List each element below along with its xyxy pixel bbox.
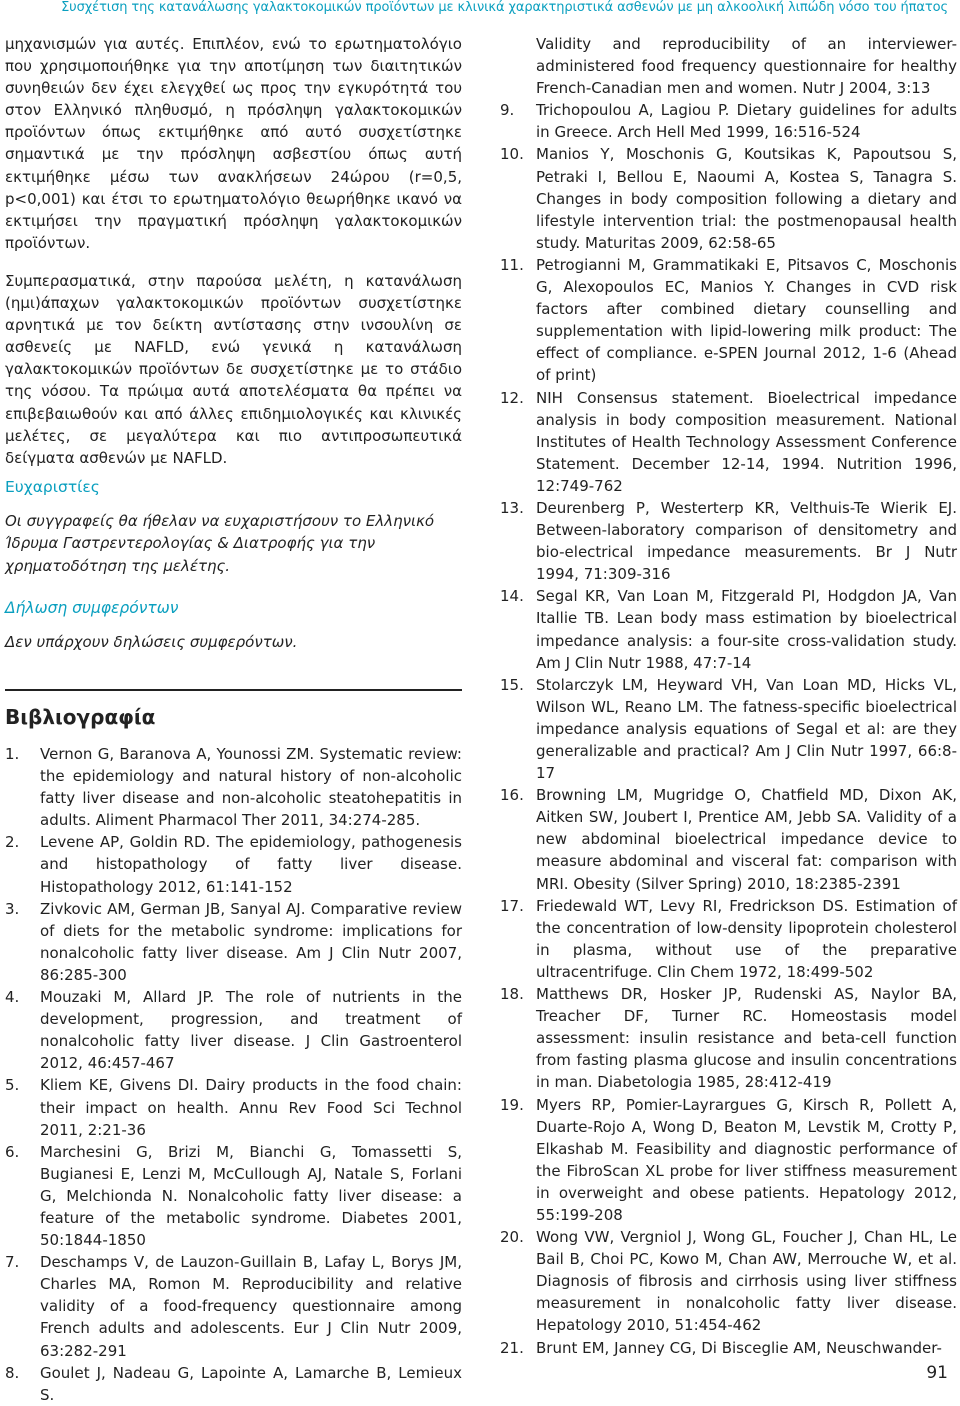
reference-text: Vernon G, Baranova A, Younossi ZM. Systematic review: the epidemiology and natural history of non-alcoholic fatty liver disease and non-alcoholic steatohepatitis in adults. Aliment Pharmacol Ther 2011, 34:274-285. bbox=[40, 745, 462, 830]
reference-text: Kliem KE, Givens DI. Dairy products in the food chain: their impact on health. Annu Rev Food Sci Technol 2011, 2:21-36 bbox=[40, 1076, 462, 1139]
reference-number: 17. bbox=[500, 896, 524, 915]
reference-number: 12. bbox=[500, 388, 524, 407]
running-title: Συσχέτιση της κατανάλωσης γαλακτοκομικών προϊόντων με κλινικά χαρακτηριστικά ασθενών με μη αλκοολική λιπώδη νόσο του ήπατος bbox=[61, 0, 948, 15]
reference-item bbox=[5, 743, 462, 831]
reference-text: Trichopoulou A, Lagiou P. Dietary guidelines for adults in Greece. Arch Hell Med 1999, 16:516-524 bbox=[536, 101, 957, 142]
reference-text: Goulet J, Nadeau G, Lapointe A, Lamarche B, Lemieux S. bbox=[40, 1363, 462, 1404]
reference-item bbox=[5, 986, 462, 1074]
reference-number: 2. bbox=[5, 833, 20, 852]
conflicts-text: Δεν υπάρχουν δηλώσεις συμφερόντων. bbox=[5, 633, 298, 651]
reference-text: Manios Y, Moschonis G, Koutsikas K, Papoutsou S, Petraki I, Bellou E, Naoumi A, Kostea S, Tanagra S. Changes in body composition following a dietary and lifestyle intervention trial: the postmenopausal health study. Maturitas 2009, 62:58-65 bbox=[536, 145, 957, 252]
reference-text: Friedewald WT, Levy RI, Fredrickson DS. Estimation of the concentration of low-density lipoprotein cholesterol in plasma, without use of the preparative ultracentrifuge. Clin Chem 1972, 18:499-502 bbox=[536, 896, 957, 981]
reference-number: 5. bbox=[5, 1076, 20, 1095]
running-header bbox=[0, 0, 960, 18]
reference-item bbox=[5, 1251, 462, 1361]
reference-number: 8. bbox=[5, 1363, 20, 1382]
right-column bbox=[500, 33, 957, 1359]
reference-text: Deschamps V, de Lauzon-Guillain B, Lafay L, Borys JM, Charles MA, Romon M. Reproducibility and relative validity of a food-frequency questionnaire among French adults and adolescents. Eur J Clin Nutr 2009, 63:282-291 bbox=[40, 1253, 462, 1360]
reference-item bbox=[500, 497, 957, 585]
reference-text: Matthews DR, Hosker JP, Rudenski AS, Naylor BA, Treacher DF, Turner RC. Homeostasis model assessment: insulin resistance and beta-cell function from fasting plasma glucose and insulin concentrations in man. Diabetologia 1985, 28:412-419 bbox=[536, 985, 957, 1092]
reference-number: 19. bbox=[500, 1095, 524, 1114]
reference-text: Petrogianni M, Grammatikaki E, Pitsavos C, Moschonis G, Alexopoulos EC, Manios Y. Changes in CVD risk factors after combined dietary counselling and supplementation with lipid-lowering milk product: The effect of compliance. e-SPEN Journal 2012, 1-6 (Ahead of print) bbox=[536, 255, 957, 385]
references-title: Βιβλιογραφία bbox=[5, 705, 156, 729]
reference-number: 10. bbox=[500, 145, 524, 164]
body-paragraph-1: μηχανισμών για αυτές. Επιπλέον, ενώ το ερωτηματολόγιο που χρησιμοποιήθηκε για την αποτίμηση των διαιτητικών συνηθειών δεν έχει ελεγχθεί ως προς την εγκυρότητά του στον Ελληνικό πληθυσμό, η πρόσληψη γαλακτοκομικών προϊόντων όπως εκτιμήθηκε από αυτό συσχετίστηκε σημαντικά με την πρόσληψη ασβεστίου όπως αυτή εκτιμήθηκε μέσω των ανακλήσεων 24ώρου (r=0,5, p<0,001) και έτσι το ερωτηματολόγιο θεωρήθηκε ικανό να εκτιμήσει την πραγματική πρόσληψη γαλακτοκομικών προϊόντων. bbox=[5, 35, 462, 252]
reference-item bbox=[500, 1337, 957, 1359]
reference-item bbox=[5, 1074, 462, 1140]
reference-number: 7. bbox=[5, 1253, 20, 1272]
reference-number: 1. bbox=[5, 745, 20, 763]
acknowledgements-title: Ευχαριστίες bbox=[5, 477, 100, 496]
page-number: 91 bbox=[926, 1363, 948, 1383]
reference-text: Validity and reproducibility of an interviewer-administered food frequency questionnaire for healthy French-Canadian men and women. Nutr J 2004, 3:13 bbox=[536, 35, 957, 98]
reference-text: Levene AP, Goldin RD. The epidemiology, pathogenesis and histopathology of fatty liver disease. Histopathology 2012, 61:141-152 bbox=[40, 833, 462, 896]
reference-number: 6. bbox=[5, 1142, 20, 1161]
section-divider bbox=[5, 689, 462, 691]
reference-item bbox=[500, 143, 957, 253]
reference-item bbox=[500, 387, 957, 497]
conflicts-title: Δήλωση συμφερόντων bbox=[5, 599, 179, 617]
reference-item bbox=[500, 983, 957, 1093]
references-list-right bbox=[500, 33, 957, 1359]
reference-number: 21. bbox=[500, 1338, 524, 1357]
left-column bbox=[5, 33, 462, 1406]
reference-text: Mouzaki M, Allard JP. The role of nutrients in the development, progression, and treatment of nonalcoholic fatty liver disease. J Clin Gastroenterol 2012, 46:457-467 bbox=[40, 988, 462, 1073]
reference-text: NIH Consensus statement. Bioelectrical impedance analysis in body composition measurement. National Institutes of Health Technology Assessment Conference Statement. December 12-14, 1994. Nutrition 1996, 12:749-762 bbox=[536, 388, 957, 495]
reference-item bbox=[5, 1141, 462, 1251]
reference-item bbox=[5, 898, 462, 986]
reference-item bbox=[500, 895, 957, 983]
reference-continuation bbox=[500, 33, 957, 99]
reference-text: Marchesini G, Brizi M, Bianchi G, Tomassetti S, Bugianesi E, Lenzi M, McCullough AJ, Natale S, Forlani G, Melchionda N. Nonalcoholic fatty liver disease: a feature of the metabolic syndrome. Diabetes 2001, 50:1844-1850 bbox=[40, 1142, 462, 1250]
reference-text: Myers RP, Pomier-Layrargues G, Kirsch R, Pollett A, Duarte-Rojo A, Wong D, Beaton M, Levstik M, Crotty P, Elkashab M. Feasibility and diagnostic performance of the FibroScan XL probe for liver stiffness measurement in overweight and obese patients. Hepatology 2012, 55:199-208 bbox=[536, 1095, 957, 1224]
reference-number: 20. bbox=[500, 1228, 524, 1247]
reference-number: 3. bbox=[5, 899, 20, 918]
acknowledgements-text: Οι συγγραφείς θα ήθελαν να ευχαριστήσουν το Ελληνικό Ίδρυμα Γαστρεντερολογίας & Διατροφής για την χρηματοδότηση της μελέτης. bbox=[5, 511, 435, 575]
body-paragraph-2: Συμπερασματικά, στην παρούσα μελέτη, η κατανάλωση (ημι)άπαχων γαλακτοκομικών προϊόντων συσχετίστηκε αρνητικά με τον δείκτη αντίστασης στην ινσουλίνη σε ασθενείς με NAFLD, ενώ γενικά η κατανάλωση γαλακτοκομικών προϊόντων δε συσχετίστηκε με το στάδιο της νόσου. Τα πρώιμα αυτά αποτελέσματα θα πρέπει να επιβεβαιωθούν και από άλλες επιδημιολογικές και κλινικές μελέτες, σε μεγαλύτερα και πιο αντιπροσωπευτικά δείγματα ασθενών με NAFLD. bbox=[5, 271, 462, 467]
reference-item bbox=[500, 254, 957, 387]
reference-number: 15. bbox=[500, 675, 524, 694]
reference-item bbox=[5, 831, 462, 897]
reference-text: Segal KR, Van Loan M, Fitzgerald PI, Hodgdon JA, Van Itallie TB. Lean body mass estimation by bioelectrical impedance analysis: a four-site cross-validation study. Am J Clin Nutr 1988, 47:7-14 bbox=[536, 587, 957, 672]
reference-text: Brunt EM, Janney CG, Di Bisceglie AM, Neuschwander- bbox=[536, 1338, 942, 1357]
reference-number: 13. bbox=[500, 498, 524, 517]
reference-item bbox=[500, 585, 957, 673]
reference-item bbox=[500, 1226, 957, 1336]
reference-item bbox=[500, 1094, 957, 1227]
reference-number: 14. bbox=[500, 587, 524, 606]
reference-item bbox=[500, 674, 957, 784]
reference-number: 11. bbox=[500, 255, 524, 274]
reference-number: 9. bbox=[500, 101, 515, 120]
reference-item bbox=[500, 784, 957, 894]
reference-text: Zivkovic AM, German JB, Sanyal AJ. Comparative review of diets for the metabolic syndrome: implications for nonalcoholic fatty liver disease. Am J Clin Nutr 2007, 86:285-300 bbox=[40, 899, 462, 984]
reference-item bbox=[5, 1362, 462, 1406]
reference-text: Wong VW, Vergniol J, Wong GL, Foucher J, Chan HL, Le Bail B, Choi PC, Kowo M, Chan AW, Merrouche W, et al. Diagnosis of fibrosis and cirrhosis using liver stiffness measurement in nonalcoholic fatty liver disease. Hepatology 2010, 51:454-462 bbox=[536, 1228, 957, 1335]
reference-text: Stolarczyk LM, Heyward VH, Van Loan MD, Hicks VL, Wilson WL, Reano LM. The fatness-specific bioelectrical impedance analysis equations of Segal et al: are they generalizable and practical? Am J Clin Nutr 1997, 66:8-17 bbox=[536, 675, 957, 783]
reference-number: 18. bbox=[500, 985, 524, 1004]
reference-item bbox=[500, 99, 957, 143]
reference-text: Browning LM, Mugridge O, Chatfield MD, Dixon AK, Aitken SW, Joubert I, Prentice AM, Jebb SA. Validity of a new abdominal bioelectrical impedance device to measure abdominal and visceral fat: comparison with MRI. Obesity (Silver Spring) 2010, 18:2385-2391 bbox=[536, 786, 957, 893]
reference-text: Deurenberg P, Westerterp KR, Velthuis-Te Wierik EJ. Between-laboratory comparison of densitometry and bio-electrical impedance measurements. Br J Nutr 1994, 71:309-316 bbox=[536, 498, 957, 584]
references-list-left bbox=[5, 743, 462, 1406]
reference-number: 4. bbox=[5, 988, 20, 1007]
reference-number: 16. bbox=[500, 786, 524, 805]
